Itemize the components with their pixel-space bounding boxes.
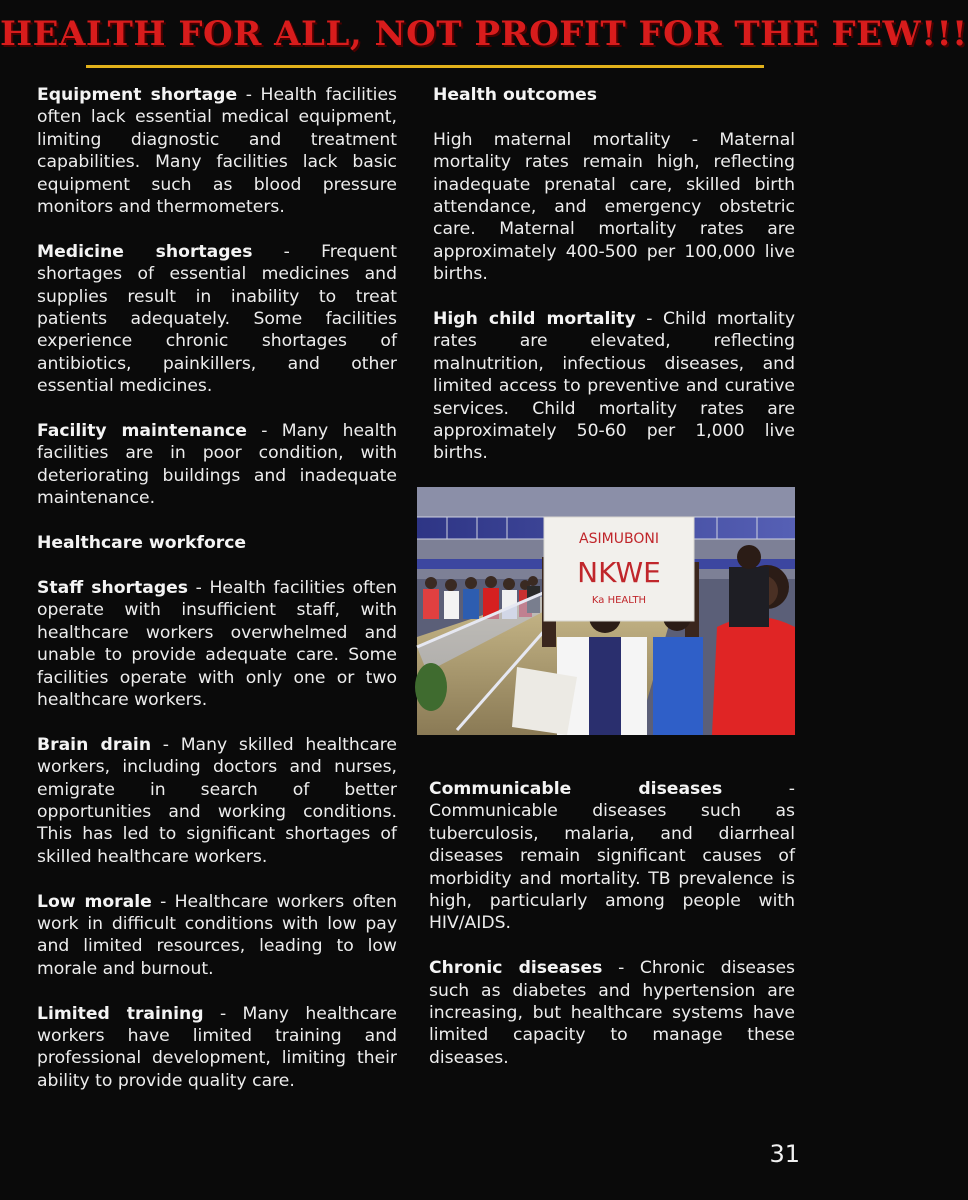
paragraph-medicine-shortages — [37, 241, 397, 398]
left-column — [37, 84, 397, 1115]
paragraph-title: Communicable diseases — [429, 779, 723, 799]
page-headline: HEALTH FOR ALL, NOT PROFIT FOR THE FEW!!! — [0, 14, 968, 54]
protest-photo — [417, 487, 795, 735]
paragraph-facility-maintenance — [37, 420, 397, 510]
paragraph-body: - Many health facilities are in poor condition, with deteriorating buildings and inadequate maintenance. — [37, 421, 397, 509]
paragraph-low-morale — [37, 891, 397, 981]
paragraph-body: - Child mortality rates are elevated, reflecting malnutrition, infectious diseases, and limited access to preventive and curative services. Child mortality rates are approximately 50-60 per 1,000 live births. — [433, 309, 795, 464]
paragraph-body: - Healthcare workers often work in difficult conditions with low pay and limited resources, leading to low morale and burnout. — [37, 891, 397, 979]
paragraph-title: Chronic diseases — [429, 958, 603, 979]
sign-line-2: NKWE — [577, 556, 661, 589]
paragraph-title: Staff shortages — [37, 577, 189, 598]
right-column-bottom — [429, 778, 795, 1092]
section-heading-workforce: Healthcare workforce — [37, 533, 247, 554]
paragraph-limited-training — [37, 1003, 397, 1093]
page-number: 31 — [769, 1140, 800, 1168]
paragraph-body: - Chronic diseases such as diabetes and hypertension are increasing, but healthcare systems have limited capacity to manage these diseases. — [429, 958, 795, 1068]
paragraph-title: Equipment shortage — [37, 85, 238, 105]
paragraph-body: - Many skilled healthcare workers, including doctors and nurses, emigrate in search of better opportunities and working conditions. This has led to significant shortages of skilled healthcare workers. — [37, 734, 397, 867]
paragraph-body: - Frequent shortages of essential medicines and supplies result in inability to treat patients adequately. Some facilities experience chronic shortages of antibiotics, painkillers, and other essential medicines. — [37, 241, 397, 397]
sign-line-3: Ka HEALTH — [591, 595, 647, 606]
paragraph-staff-shortages — [37, 577, 397, 711]
paragraph-title: Low morale — [37, 891, 152, 912]
paragraph-brain-drain — [37, 734, 397, 868]
paragraph-body: - Many healthcare workers have limited training and professional development, limiting their ability to provide quality care. — [37, 1003, 398, 1091]
paragraph-equipment-shortage — [37, 84, 397, 218]
paragraph-body: High maternal mortality - Maternal mortality rates remain high, reflecting inadequate prenatal care, skilled birth attendance, and emergency obstetric care. Maternal mortality rates are approximately 400-500 per 100,000 live births. — [433, 129, 795, 285]
paragraph-title: Brain drain — [37, 734, 152, 755]
paragraph-body: - Health facilities often operate with insufficient staff, with healthcare workers overwhelmed and unable to provide adequate care. Some facilities operate with only one or two healthcare workers. — [37, 577, 397, 710]
section-heading-outcomes: Health outcomes — [433, 85, 598, 105]
right-column-top — [433, 84, 795, 487]
paragraph-body: - Health facilities often lack essential medical equipment, limiting diagnostic and treatment capabilities. Many facilities lack basic equipment such as blood pressure monitors and thermometers. — [37, 85, 397, 218]
paragraph-body: - Communicable diseases such as tuberculosis, malaria, and diarrheal diseases remain significant causes of morbidity and mortality. TB prevalence is high, particularly among people with HIV/AIDS. — [429, 779, 795, 934]
protest-photo-illustration — [417, 487, 795, 735]
paragraph-chronic-diseases — [429, 957, 795, 1069]
paragraph-title: Limited training — [37, 1003, 204, 1024]
paragraph-title: High child mortality — [433, 309, 636, 330]
sign-line-1: ASIMUBONI — [579, 531, 659, 547]
paragraph-communicable-diseases — [429, 778, 795, 935]
headline-underline — [86, 65, 764, 68]
paragraph-title: Facility maintenance — [37, 421, 247, 442]
paragraph-child-mortality — [433, 308, 795, 465]
paragraph-title: Medicine shortages — [37, 241, 253, 262]
paragraph-maternal-mortality — [433, 129, 795, 286]
